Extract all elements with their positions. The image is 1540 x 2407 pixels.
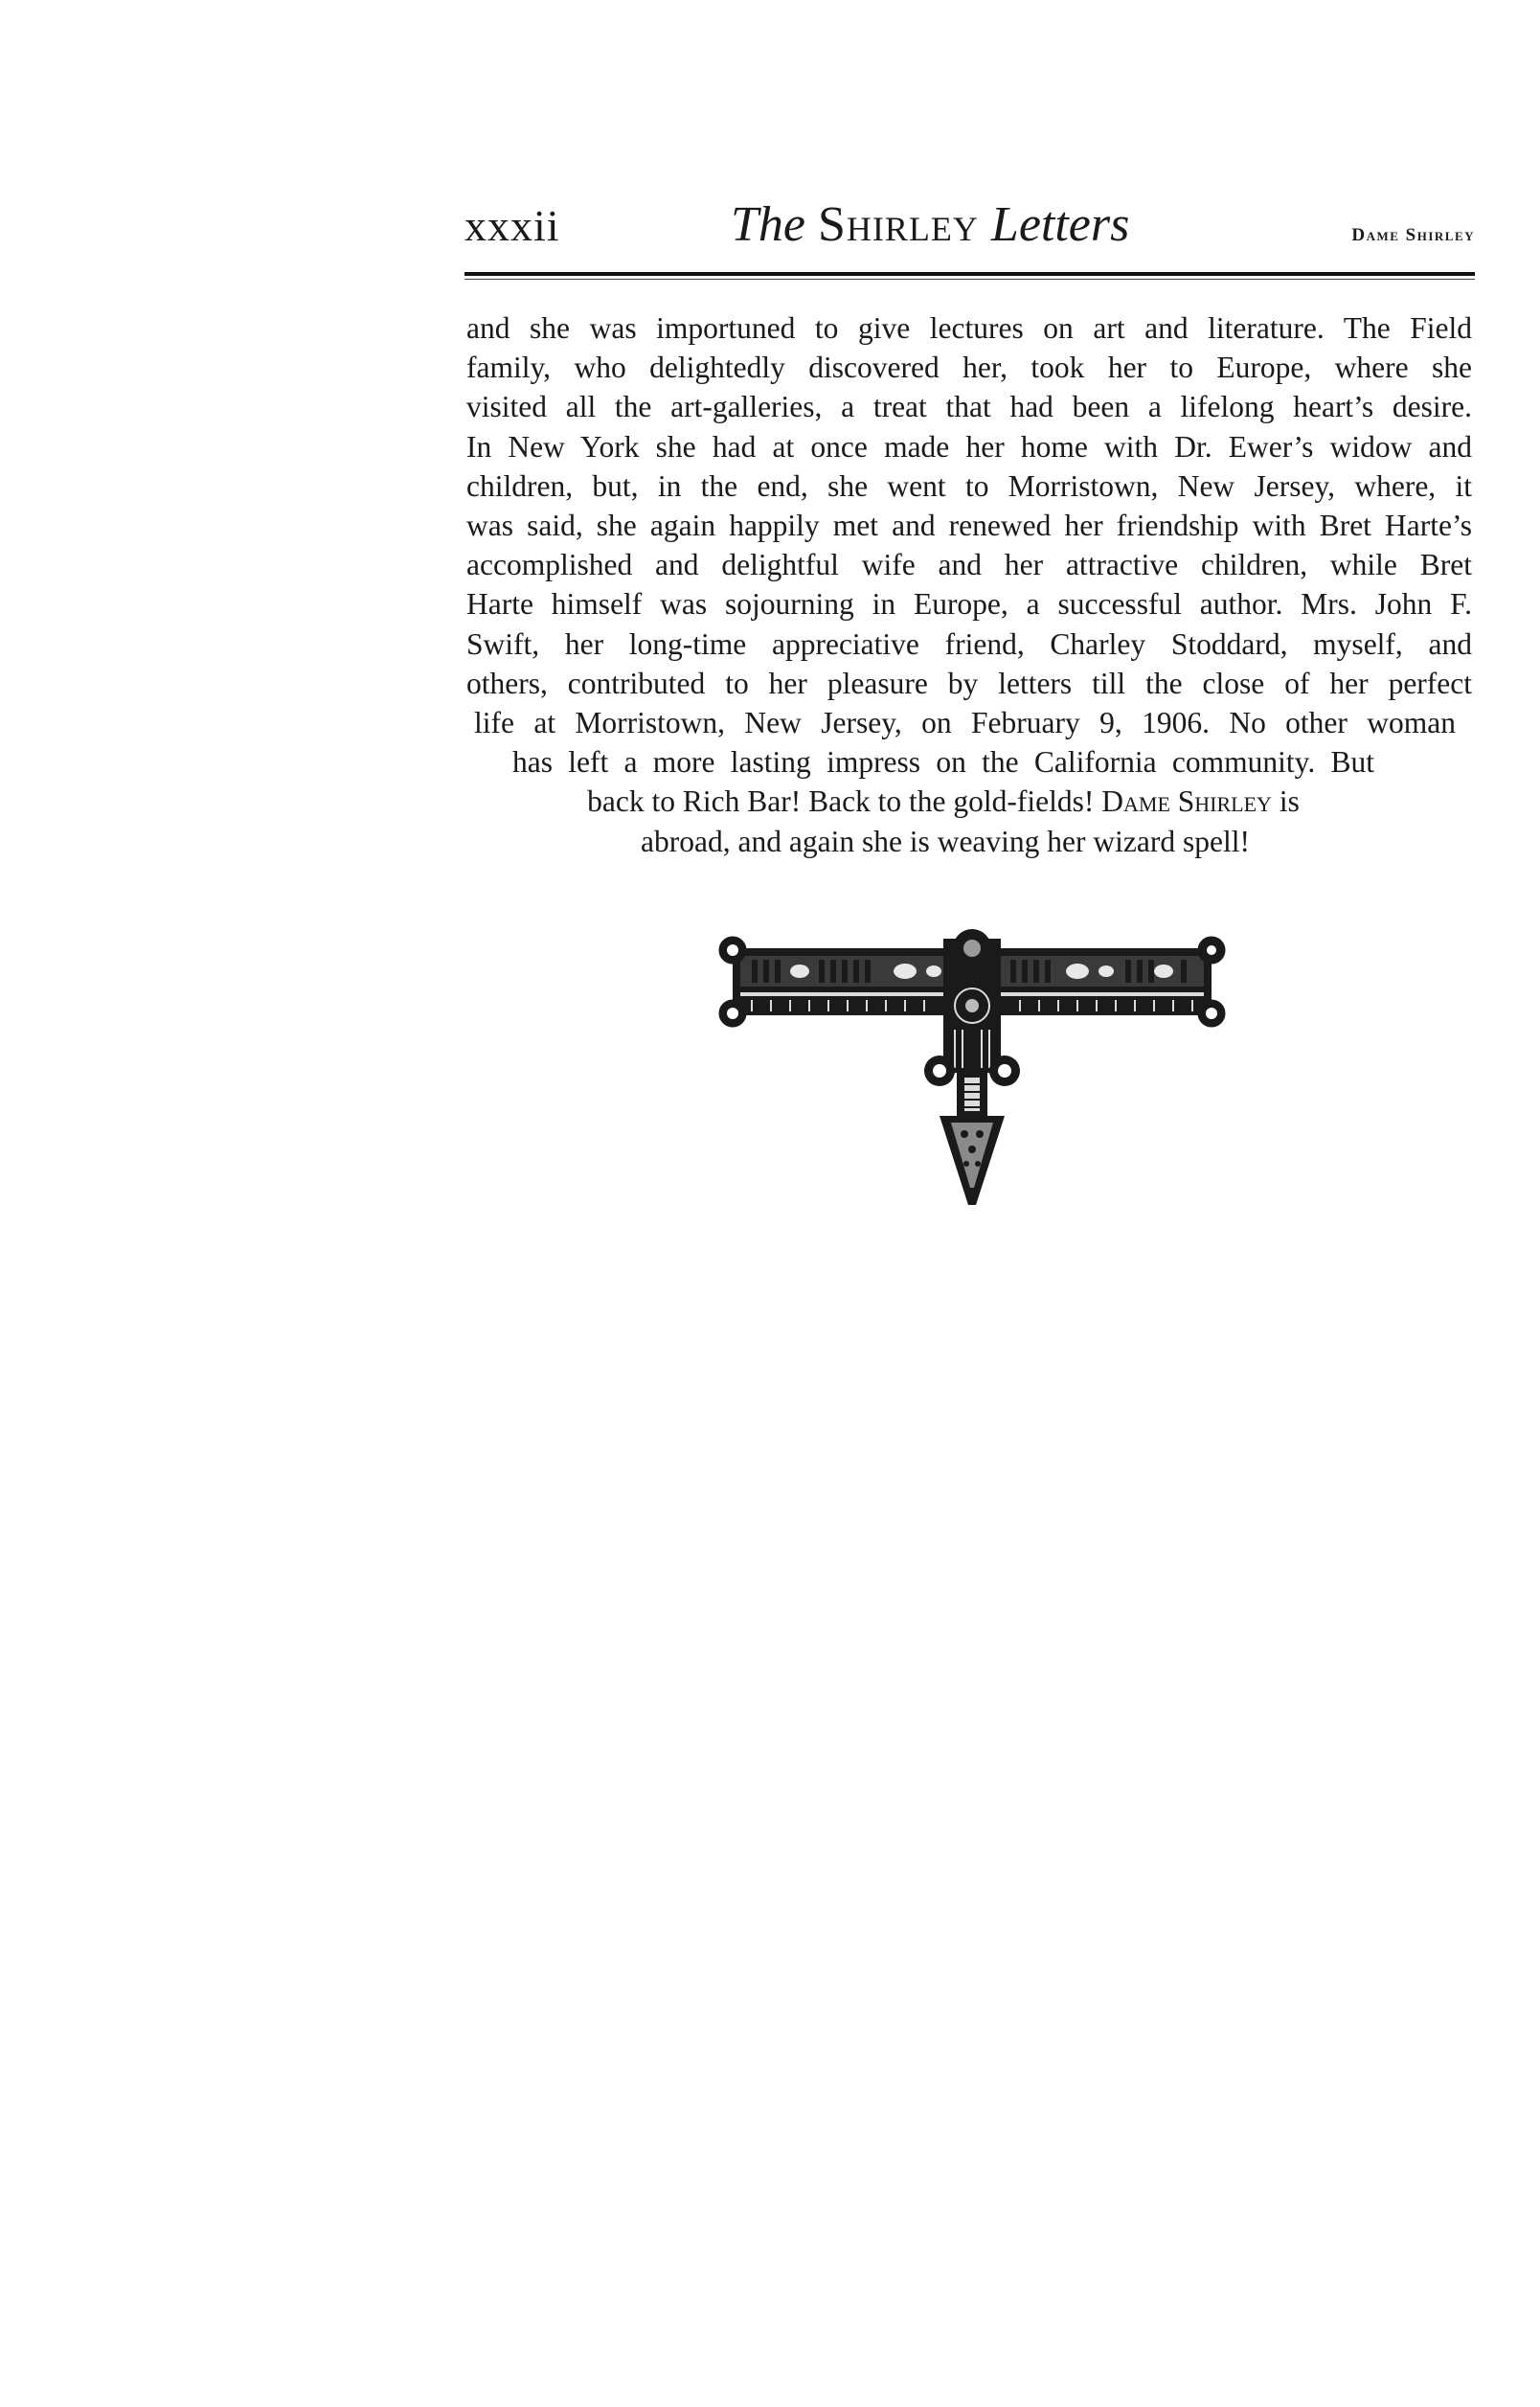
- body-text: [466, 308, 1472, 861]
- running-title-the: The: [731, 197, 805, 252]
- text-line: In New York she had at once made her home with Dr. Ewer’s widow and: [466, 429, 1472, 464]
- text-line: [512, 782, 1374, 821]
- text-line: Swift, her long-time appreciative friend, Charley Stoddard, myself, and: [466, 626, 1472, 661]
- section-label: Dame Shirley: [1351, 225, 1475, 245]
- text-line: was said, she again happily met and renewed her friendship with Bret Harte’s: [466, 509, 1472, 543]
- text-line: others, contributed to her pleasure by letters till the close of her perfect: [466, 666, 1472, 700]
- text-line: Harte himself was sojourning in Europe, a successful author. Mrs. John F.: [466, 587, 1472, 622]
- text-line: abroad, and again she is weaving her wizard spell!: [641, 824, 1250, 858]
- text-line: has left a more lasting impress on the California community. But: [512, 745, 1374, 780]
- running-title: [731, 196, 1129, 253]
- text-line-start: back to Rich Bar! Back to the gold-fields!: [587, 784, 1095, 819]
- running-title-shirley: Shirley: [818, 197, 979, 252]
- page-number: xxxii: [464, 201, 560, 250]
- page-header: [464, 196, 1475, 263]
- text-line-tail: is: [1279, 784, 1300, 819]
- text-line: and she was importuned to give lectures on art and literature. The Field: [466, 311, 1472, 345]
- text-line: life at Morristown, New Jersey, on February 9, 1906. No other woman: [474, 706, 1456, 740]
- tailpiece-ornament-icon: [713, 929, 1231, 1216]
- dame-shirley-inline: Dame Shirley: [1101, 784, 1272, 819]
- text-line: accomplished and delightful wife and her attractive children, while Bret: [466, 548, 1472, 582]
- running-title-letters: Letters: [990, 197, 1130, 252]
- text-line: children, but, in the end, she went to Morristown, New Jersey, where, it: [466, 468, 1472, 503]
- text-line: visited all the art-galleries, a treat that had been a lifelong heart’s desire.: [466, 390, 1472, 424]
- text-line: family, who delightedly discovered her, took her to Europe, where she: [466, 351, 1472, 385]
- header-rule: [464, 272, 1475, 276]
